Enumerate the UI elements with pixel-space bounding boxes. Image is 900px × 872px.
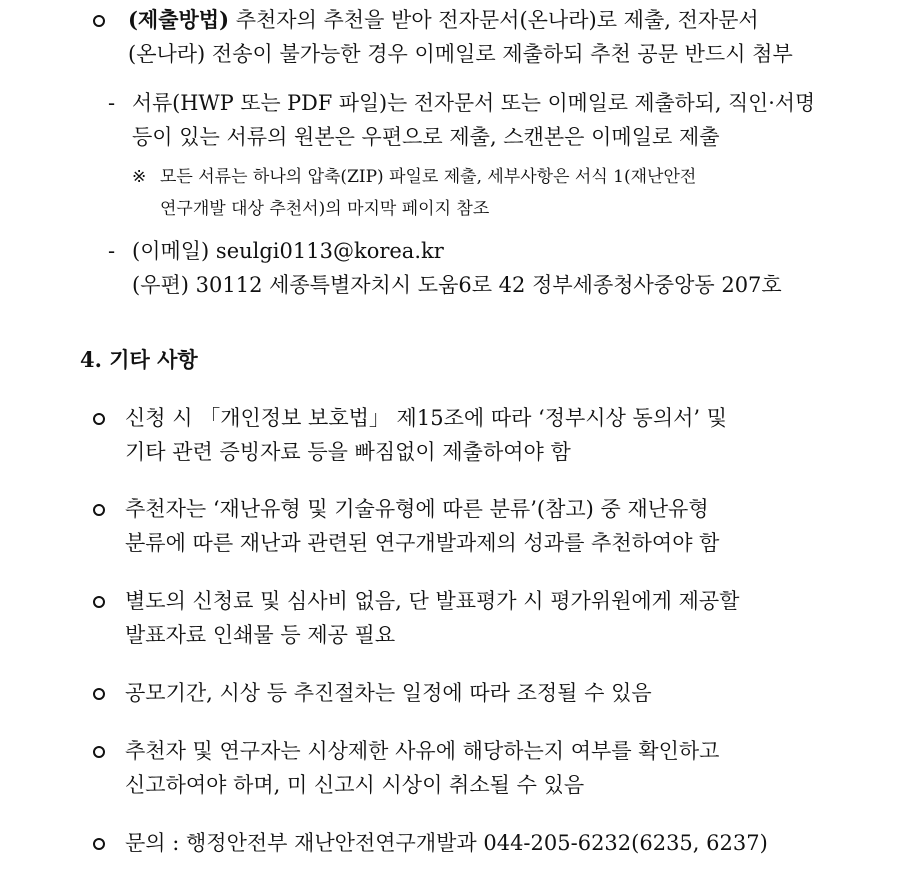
dash-marker: - [108, 91, 116, 115]
circle-bullet-icon [93, 413, 105, 425]
item-line1: 추천자는 ‘재난유형 및 기술유형에 따른 분류’(참고) 중 재난유형 [125, 497, 709, 521]
dash-marker: - [108, 239, 116, 263]
circle-bullet-icon [93, 15, 105, 27]
submission-method-line1: 추천자의 추천을 받아 전자문서(온나라)로 제출, 전자문서 [229, 8, 759, 32]
circle-bullet-icon [93, 504, 105, 516]
documents-line1: 서류(HWP 또는 PDF 파일)는 전자문서 또는 이메일로 제출하되, 직인·서명 [132, 91, 816, 115]
item-line1: 추천자 및 연구자는 시상제한 사유에 해당하는지 여부를 확인하고 [125, 739, 720, 763]
note-line2: 연구개발 대상 추천서)의 마지막 페이지 참조 [160, 199, 490, 219]
item-line2: 발표자료 인쇄물 등 제공 필요 [125, 623, 396, 647]
note-line1: 모든 서류는 하나의 압축(ZIP) 파일로 제출, 세부사항은 서식 1(재난안전 [160, 167, 697, 187]
circle-bullet-icon [93, 596, 105, 608]
documents-line2: 등이 있는 서류의 원본은 우편으로 제출, 스캔본은 이메일로 제출 [132, 125, 720, 149]
item-line1: 별도의 신청료 및 심사비 없음, 단 발표평가 시 평가위원에게 제공할 [125, 589, 740, 613]
item-line1: 공모기간, 시상 등 추진절차는 일정에 따라 조정될 수 있음 [125, 681, 652, 705]
item-line2: 분류에 따른 재난과 관련된 연구개발과제의 성과를 추천하여야 함 [125, 531, 720, 555]
postal-address-line: (우편) 30112 세종특별자치시 도움6로 42 정부세종청사중앙동 207호 [132, 273, 782, 297]
circle-bullet-icon [93, 688, 105, 700]
circle-bullet-icon [93, 746, 105, 758]
note-marker: ※ [132, 167, 147, 187]
circle-bullet-icon [93, 838, 105, 850]
item-line2: 기타 관련 증빙자료 등을 빠짐없이 제출하여야 함 [125, 440, 571, 464]
email-line: (이메일) seulgi0113@korea.kr [132, 239, 444, 263]
item-line1: 신청 시 「개인정보 보호법」 제15조에 따라 ‘정부시상 동의서’ 및 [125, 406, 728, 430]
submission-method-line2: (온나라) 전송이 불가능한 경우 이메일로 제출하되 추천 공문 반드시 첨부 [128, 42, 793, 66]
item-line2: 신고하여야 하며, 미 신고시 시상이 취소될 수 있음 [125, 773, 585, 797]
inquiry-line: 문의 : 행정안전부 재난안전연구개발과 044-205-6232(6235, 6237) [125, 831, 768, 855]
submission-method-label: (제출방법) [128, 7, 230, 32]
section-heading: 4. 기타 사항 [80, 347, 198, 372]
